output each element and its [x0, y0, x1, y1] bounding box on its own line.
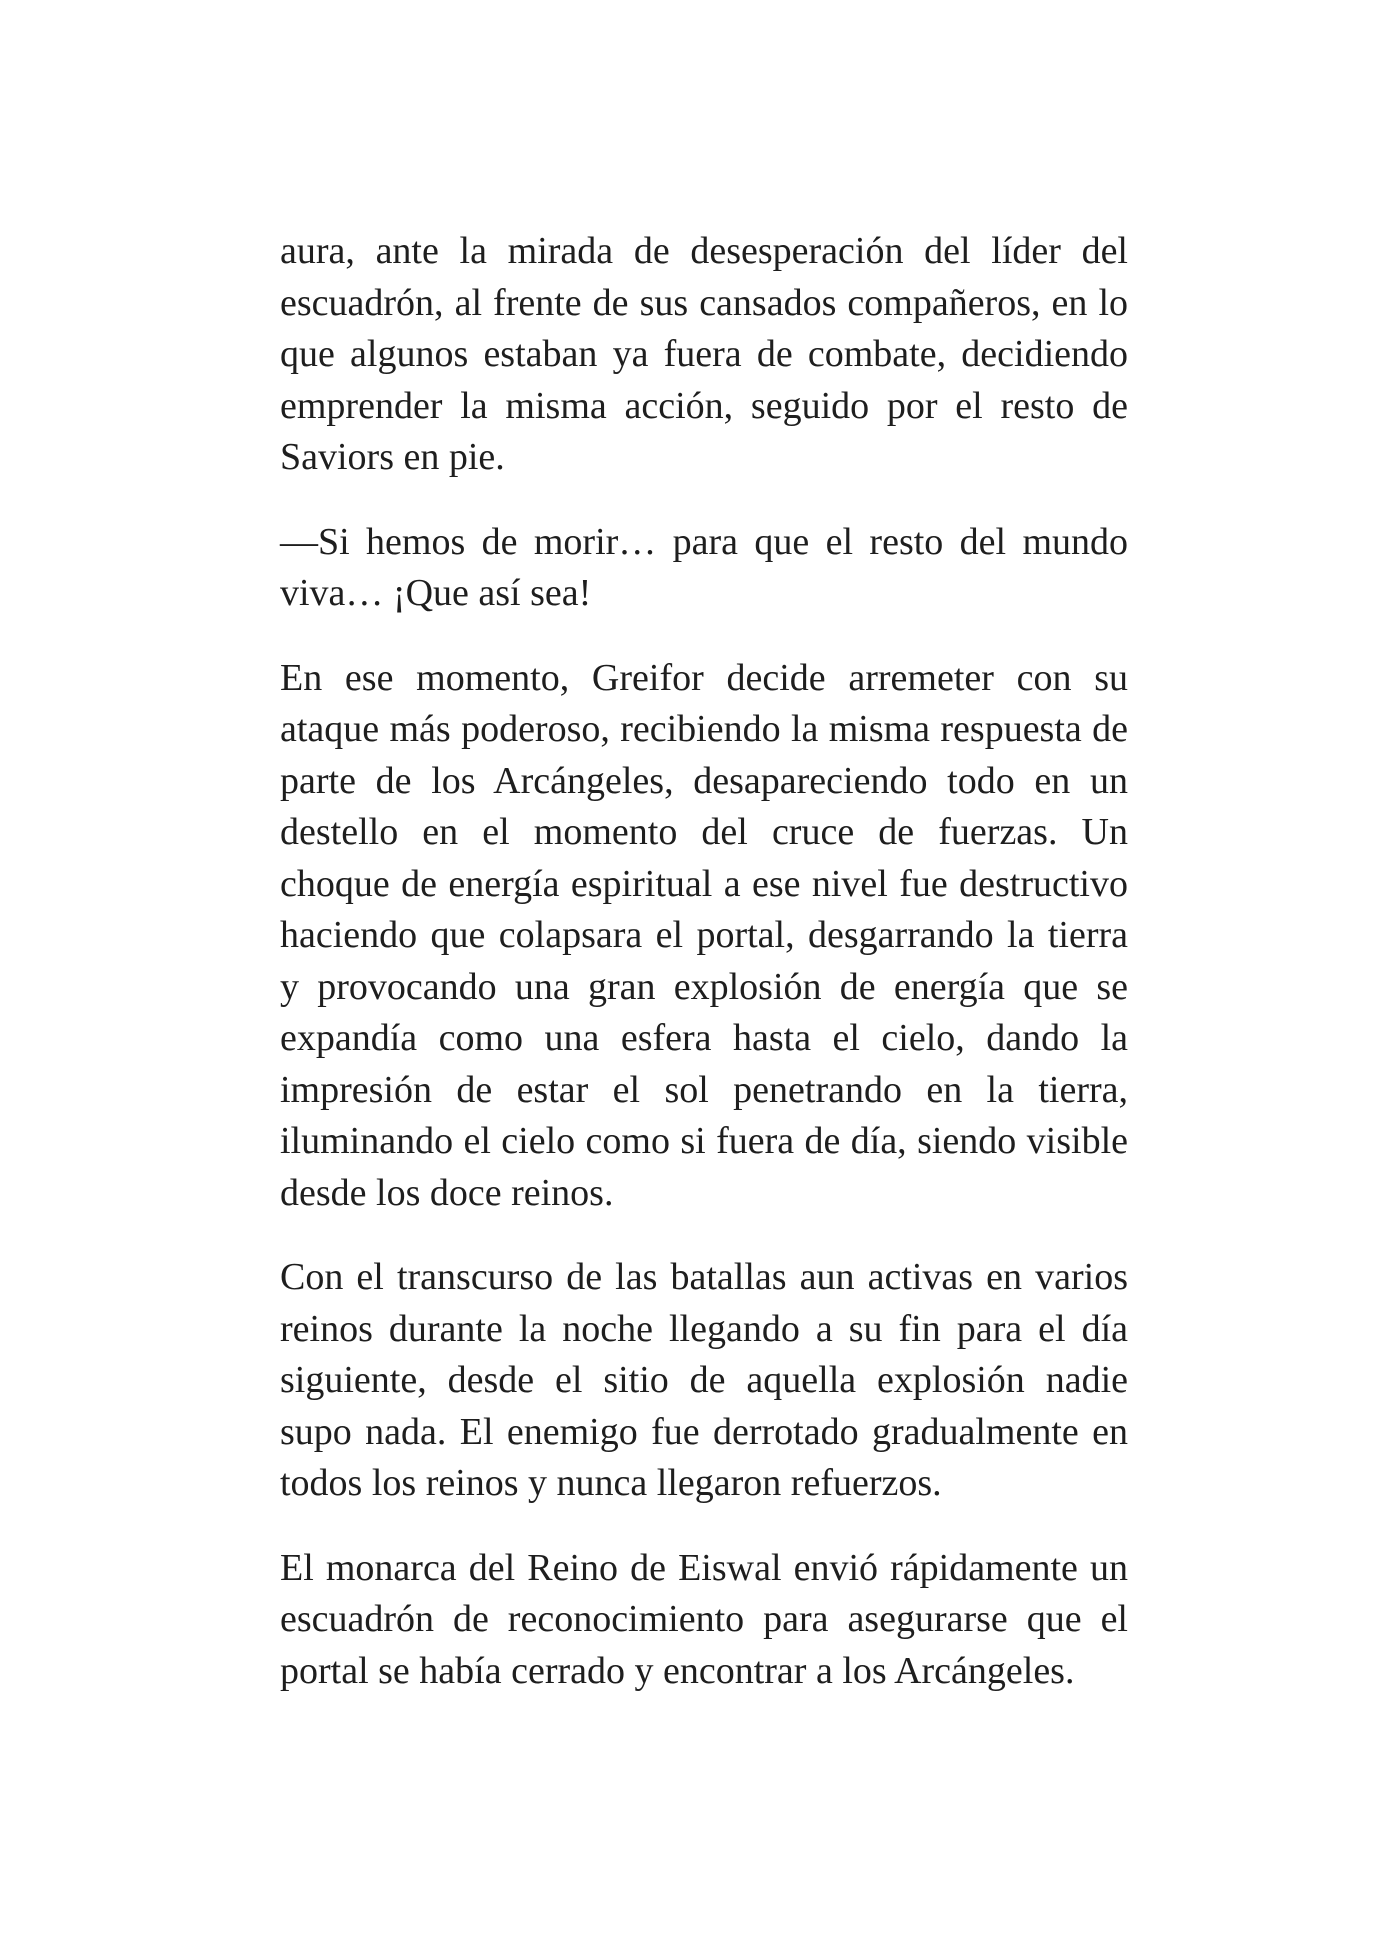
paragraph-dialogue: —Si hemos de morir… para que el resto del mundo viva… ¡Que así sea!: [280, 520, 1128, 614]
page-text: [280, 226, 1128, 1697]
paragraph-explosion: En ese momento, Greifor decide arremeter con su ataque más poderoso, recibiendo la misma respuesta de parte de los Arcángeles, desapareciendo todo en un destello en el momento del cruce de fuerzas. Un choque de energía espiritual a ese nivel fue destructivo haciendo que colapsara el portal, desgarrando la tierra y provocando una gran explosión de energía que se expandía como una esfera hasta el cielo, dando la impresión de estar el sol penetrando en la tierra, iluminando el cielo como si fuera de día, siendo visible desde los doce reinos.: [280, 656, 1128, 1214]
paragraph-continuation: aura, ante la mirada de desesperación del líder del escuadrón, al frente de sus cansados compañeros, en lo que algunos estaban ya fuera de combate, decidiendo emprender la misma acción, seguido por el resto de Saviors en pie.: [280, 230, 1128, 478]
paragraph-aftermath: Con el transcurso de las batallas aun activas en varios reinos durante la noche llegando a su fin para el día siguiente, desde el sitio de aquella explosión nadie supo nada. El enemigo fue derrotado gradualmente en todos los reinos y nunca llegaron refuerzos.: [280, 1256, 1128, 1504]
paragraph-reconnaissance: El monarca del Reino de Eiswal envió rápidamente un escuadrón de reconocimiento para asegurarse que el portal se había cerrado y encontrar a los Arcángeles.: [280, 1546, 1128, 1692]
